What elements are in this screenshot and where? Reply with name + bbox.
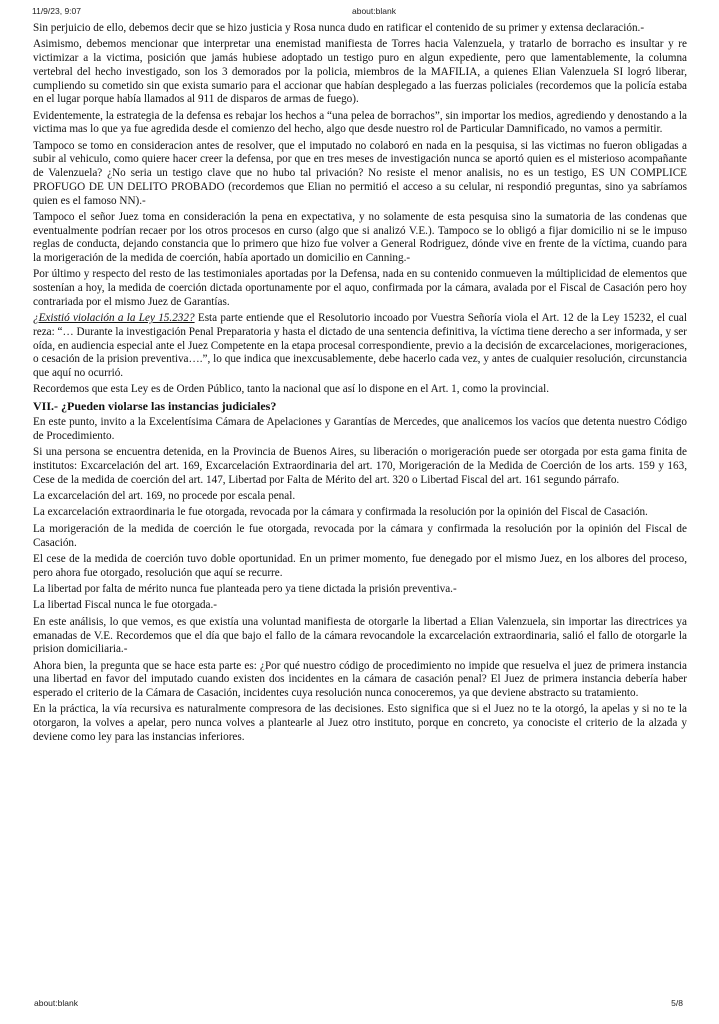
paragraph: La excarcelación del art. 169, no procede por escala penal. xyxy=(33,490,296,503)
print-url: about:blank xyxy=(352,6,396,16)
paragraph: Ahora bien, la pregunta que se hace esta parte es: ¿Por qué nuestro código de procedimiento no impide que resuelva el juez de primera instancia una libertad en favor del imputado cuando existen dos incidentes en la cámara de casación penal? El Juez de primera instancia debería haber esperado el criterio de la Cámara de Casación, incidentes cuya resolución nunca conoceremos, ya que deviene abstracto su tratamiento. xyxy=(33,659,687,700)
paragraph: La libertad por falta de mérito nunca fue planteada pero ya tiene dictada la prisión preventiva.- xyxy=(33,583,457,596)
browser-print-footer xyxy=(0,998,719,1012)
document-body xyxy=(33,22,687,747)
paragraph: Tampoco se tomo en consideracion antes de resolver, que el imputado no colaboró en nada en la pesquisa, si las victimas no fueron obligadas a subir al vehiculo, como quiere hacer creer la defensa, por que en tres meses de investigación nunca se aportó quien es el misterioso acompañante de Valenzuela? ¿No seria un testigo clave que no hubo tal privación? No resiste el menor analisis, no es un testigo, ES UN COMPLICE PROFUGO DE UN DELITO PROBADO (recordemos que Elian no permitió el acceso a su celular, ni respondió preguntas, sino ya sabríamos quien es el famoso NN).- xyxy=(33,139,687,207)
paragraph: Por último y respecto del resto de las testimoniales aportadas por la Defensa, nada en su contenido conmueven la múltiplicidad de elementos que sostenían a hoy, la medida de coerción dictada oportunamente por el aquo, confirmada por la cámara, avalada por el Fiscal de Casación pero hoy contrariada por el mismo Juez de Garantías. xyxy=(33,268,687,308)
browser-print-header xyxy=(0,6,719,20)
paragraph: La libertad Fiscal nunca le fue otorgada.- xyxy=(33,599,218,612)
paragraph: Sin perjuicio de ello, debemos decir que se hizo justicia y Rosa nunca dudo en ratificar el contenido de su primer y extensa declaración.- xyxy=(33,22,645,34)
law-violation-question: ¿Existió violación a la Ley 15.232? xyxy=(33,312,195,325)
law-violation-text: Esta parte entiende que el Resolutorio incoado por Vuestra Señoría viola el Art. 12 de la Ley 15232, el cual reza: “… Durante la investigación Penal Preparatoria y hasta el dictado de una sentencia definitiva, la víctima tiene derecho a ser informada, y ser oída, en audiencia especial ante el Juez Competente en la etapa procesal correspondiente, previo a la decisión de excarcelaciones, morigeraciones, o cesación de la prision preventiva….”, lo que indica que inexcusablemente, debe hacerlo cada vez, y antes de cualquier resolución, circunstancia que aquí no ocurrió. xyxy=(33,312,688,379)
paragraph: En la práctica, la vía recursiva es naturalmente compresora de las decisiones. Esto significa que si el Juez no te la otorgó, la apelas y si no te la otorgaron, la volves a apelar, pero nunca volves a plantearle al Juez otro instituto, porque en concreto, ya conociste el criterio de la alzada y deviene como ley para las instancias inferiores. xyxy=(33,703,687,743)
paragraph: En este punto, invito a la Excelentísima Cámara de Apelaciones y Garantías de Mercedes, que analicemos los vacíos que detenta nuestro Código de Procedimiento. xyxy=(33,416,687,442)
page-number: 5/8 xyxy=(671,998,683,1008)
paragraph: La excarcelación extraordinaria le fue otorgada, revocada por la cámara y confirmada la resolución por la opinión del Fiscal de Casación. xyxy=(33,506,648,519)
paragraph: La morigeración de la medida de coerción le fue otorgada, revocada por la cámara y confirmada la resolución por la opinión del Fiscal de Casación. xyxy=(33,522,687,549)
footer-url: about:blank xyxy=(34,998,78,1008)
paragraph: Asimismo, debemos mencionar que interpretar una enemistad manifiesta de Torres hacia Valenzuela, y tratarlo de borracho es insultar y re victimizar a la victima, posición que jamás hubiese adoptado un testigo puro en algun expediente, pero que lamentablemente, la columna vertebral del hecho investigado, son los 3 demorados por la policia, miembros de la MAFILIA, a quienes Elian Valenzuela SI logró liberar, cumpliendo su cometido sin que exista sumario para el accionar que habían desplegado a las fuerzas policiales (recordemos que la policía estaba en el lugar porque había llamados al 911 de disparos de armas de fuego). xyxy=(33,38,687,106)
paragraph: Tampoco el señor Juez toma en consideración la pena en expectativa, y no solamente de esta pesquisa sino la sumatoria de las condenas que eventualmente podrían recaer por los otros procesos en curso (algo que si analizó V.E.). Tampoco se lo obligó a fijar domicilio ni se le impuso reglas de conducta, dejando constancia que lo primero que hizo fue volver a General Rodriguez, dónde vive en frente de la víctima, cuando para la morigeración de la medida de coerción, había aportado un domicilio en Canning.- xyxy=(33,210,687,264)
paragraph: En este análisis, lo que vemos, es que existía una voluntad manifiesta de otorgarle la libertad a Elian Valenzuela, sin importar las directrices ya emanadas de V.E. Recordemos que el día que bajo el fallo de la cámara revocandole la excarcelación extraordinaria, salió el fallo de otorgarle la prision domiciliaria.- xyxy=(33,615,687,656)
paragraph: Recordemos que esta Ley es de Orden Público, tanto la nacional que así lo dispone en el Art. 1, como la provincial. xyxy=(33,383,550,396)
paragraph: El cese de la medida de coerción tuvo doble oportunidad. En un primer momento, fue denegado por el mismo Juez, en los albores del proceso, pero ahora fue otorgado, resolución que aquí se recurre. xyxy=(33,552,687,579)
print-datetime: 11/9/23, 9:07 xyxy=(32,6,81,16)
paragraph: Si una persona se encuentra detenida, en la Provincia de Buenos Aires, su liberación o morigeración puede ser otorgada por esta gama finita de institutos: Excarcelación del art. 169, Excarcelación Extraordinaria del art. 170, Morigeración de la Medida de Coerción de los arts. 159 y 163, Cese de la medida de coerción del art. 147, Libertad por Falta de Mérito del art. 320 o Libertad Fiscal del art. 161 segundo párrafo. xyxy=(33,446,687,486)
paragraph-law-violation xyxy=(33,312,687,381)
paragraph: Evidentemente, la estrategia de la defensa es rebajar los hechos a “una pelea de borrachos”, sin importar los medios, agrediendo y denostando a la victima mas lo que ya fue agredida desde el comienzo del hecho, algo que desde nuestro rol de Particular Damnificado, no vamos a permitir. xyxy=(33,109,687,136)
section-heading: VII.- ¿Pueden violarse las instancias judiciales? xyxy=(33,398,277,413)
